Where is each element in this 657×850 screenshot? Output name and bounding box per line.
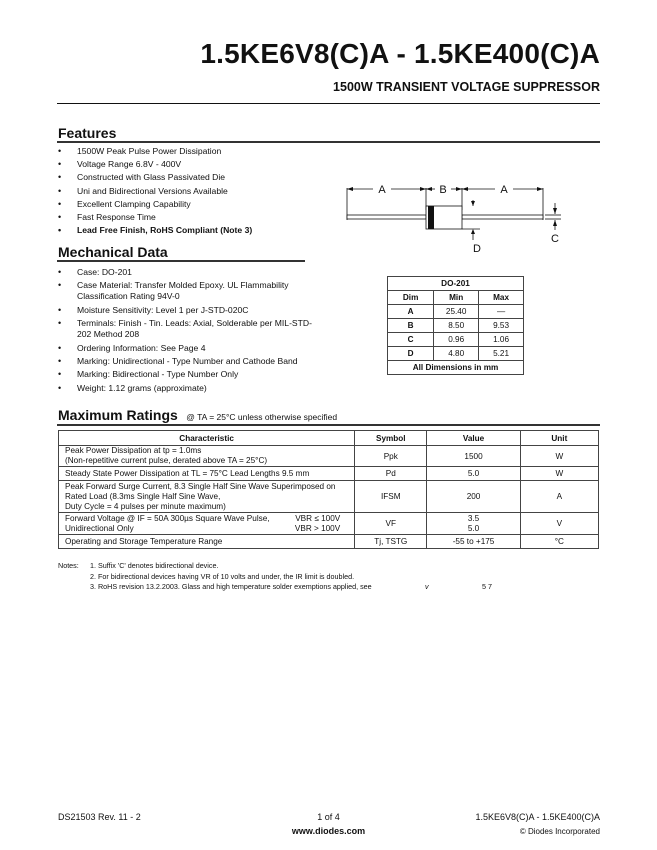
table-header: Unit (520, 431, 598, 446)
table-row (59, 513, 599, 535)
table-cell: IFSM (355, 481, 427, 513)
header-divider (57, 103, 600, 104)
list-item: • Moisture Sensitivity: Level 1 per J-STD-020C (57, 305, 312, 316)
list-item: • Weight: 1.12 grams (approximate) (57, 383, 312, 394)
table-cell: — (479, 305, 524, 319)
table-cell (59, 481, 355, 513)
cell-line: Rated Load (8.3ms Single Half Sine Wave, (65, 491, 221, 501)
max-ratings-rule (57, 424, 600, 426)
table-row (59, 481, 599, 513)
table-cell: VF (355, 513, 427, 535)
table-cell: V (520, 513, 598, 535)
dim-label-c: C (551, 233, 559, 245)
dimensions-table-footer: All Dimensions in mm (388, 361, 524, 375)
footer-copyright: © Diodes Incorporated (519, 827, 600, 836)
table-row (59, 467, 599, 481)
table-row (59, 446, 599, 467)
table-header: Characteristic (59, 431, 355, 446)
mechanical-list (57, 267, 312, 396)
table-header: Min (434, 291, 479, 305)
cell-line: Duty Cycle = 4 pulses per minute maximum) (65, 501, 226, 511)
table-row (388, 305, 524, 319)
table-cell: Tj, TSTG (355, 535, 427, 549)
table-cell: B (388, 319, 434, 333)
cell-line: (Non-repetitive current pulse, derated above TA = 25°C) (65, 456, 268, 465)
dimensions-table (387, 276, 524, 375)
table-row (388, 347, 524, 361)
cell-text: VBR > 100V (294, 523, 341, 533)
list-item: • Case Material: Transfer Molded Epoxy. UL Flammability Classification Rating 94V-0 (57, 280, 312, 302)
cell-text: Forward Voltage @ IF = 50A 300µs Square Wave Pulse, (65, 513, 270, 523)
table-row (388, 319, 524, 333)
cathode-band (428, 206, 434, 229)
dimensions-table-package: DO-201 (388, 277, 524, 291)
list-item: • Marking: Unidirectional - Type Number and Cathode Band (57, 356, 312, 367)
table-cell (59, 513, 355, 535)
table-cell: Ppk (355, 446, 427, 467)
page-subtitle: 1500W TRANSIENT VOLTAGE SUPPRESSOR (333, 80, 600, 94)
note-text: 3. RoHS revision 13.2.2003. Glass and high temperature solder exemptions applied, see (90, 582, 372, 591)
table-cell: A (388, 305, 434, 319)
table-cell: 200 (427, 481, 520, 513)
table-header: Dim (388, 291, 434, 305)
table-cell: Steady State Power Dissipation at TL = 75°C Lead Lengths 9.5 mm (59, 467, 355, 481)
list-item: • Uni and Bidirectional Versions Available (57, 186, 327, 199)
table-cell (59, 446, 355, 467)
list-item: • Lead Free Finish, RoHS Compliant (Note 3) (57, 225, 327, 238)
table-row (59, 535, 599, 549)
dim-label-b: B (439, 184, 447, 196)
page-title: 1.5KE6V8(C)A - 1.5KE400(C)A (200, 38, 600, 69)
table-cell: 25.40 (434, 305, 479, 319)
table-cell: 9.53 (479, 319, 524, 333)
features-rule (57, 141, 600, 143)
dim-label-d: D (473, 243, 481, 255)
max-ratings-heading: Maximum Ratings (58, 407, 178, 423)
list-item: • Terminals: Finish - Tin. Leads: Axial, Solderable per MIL-STD-202 Method 208 (57, 318, 312, 340)
notes-label: Notes: (58, 561, 79, 570)
table-header: Value (427, 431, 520, 446)
table-cell: 1500 (427, 446, 520, 467)
table-cell: C (388, 333, 434, 347)
max-ratings-heading-row (58, 407, 337, 425)
footer-page-number: 1 of 4 (317, 812, 340, 822)
table-header: Symbol (355, 431, 427, 446)
max-ratings-table (58, 430, 599, 549)
table-cell: 8.50 (434, 319, 479, 333)
dim-label-a: A (378, 184, 386, 196)
table-cell: A (520, 481, 598, 513)
list-item: • Fast Response Time (57, 212, 327, 225)
list-item: • Excellent Clamping Capability (57, 199, 327, 212)
mechanical-rule (57, 260, 305, 262)
table-cell: W (520, 467, 598, 481)
table-cell: 5.21 (479, 347, 524, 361)
table-header: Max (479, 291, 524, 305)
table-cell: 5.0 (427, 467, 520, 481)
note-fragment: 5 7 (482, 582, 492, 591)
cell-line: 3.5 (467, 513, 480, 523)
dim-label-a: A (500, 184, 508, 196)
note-item (90, 582, 510, 593)
cell-line: 5.0 (467, 523, 480, 533)
package-outline-diagram (335, 170, 575, 265)
footer-doc-number: DS21503 Rev. 11 - 2 (58, 812, 141, 822)
note-item: 2. For bidirectional devices having VR of 10 volts and under, the IR limit is doubled. (90, 571, 355, 581)
table-cell: 0.96 (434, 333, 479, 347)
cell-text: VBR ≤ 100V (295, 513, 341, 523)
cell-line (65, 514, 348, 524)
notes-list (90, 561, 510, 593)
list-item: • Marking: Bidirectional - Type Number Only (57, 369, 312, 380)
list-item: • Case: DO-201 (57, 267, 312, 278)
note-fragment: v (425, 582, 429, 591)
cell-line: Peak Forward Surge Current, 8.3 Single Half Sine Wave Superimposed on (65, 481, 336, 491)
list-item: • Ordering Information: See Page 4 (57, 343, 312, 354)
cell-text: Unidirectional Only (65, 523, 134, 533)
features-list (57, 146, 327, 238)
list-item: • 1500W Peak Pulse Power Dissipation (57, 146, 327, 159)
table-cell: -55 to +175 (427, 535, 520, 549)
table-cell: Pd (355, 467, 427, 481)
table-cell: Operating and Storage Temperature Range (59, 535, 355, 549)
table-cell: D (388, 347, 434, 361)
footer-website-link[interactable]: www.diodes.com (291, 826, 366, 836)
note-item: 1. Suffix 'C' denotes bidirectional device. (90, 561, 219, 570)
table-cell: °C (520, 535, 598, 549)
mechanical-heading: Mechanical Data (58, 244, 168, 260)
list-item: • Voltage Range 6.8V - 400V (57, 159, 327, 172)
table-cell (427, 513, 520, 535)
list-item: • Constructed with Glass Passivated Die (57, 172, 327, 185)
table-cell: 4.80 (434, 347, 479, 361)
cell-line (65, 524, 348, 534)
max-ratings-condition: @ TA = 25°C unless otherwise specified (186, 412, 338, 422)
cell-line: Peak Power Dissipation at tp = 1.0ms (65, 446, 202, 455)
footer-part-number: 1.5KE6V8(C)A - 1.5KE400(C)A (475, 812, 600, 822)
table-cell: W (520, 446, 598, 467)
table-row (388, 333, 524, 347)
table-cell: 1.06 (479, 333, 524, 347)
features-heading: Features (58, 125, 117, 141)
